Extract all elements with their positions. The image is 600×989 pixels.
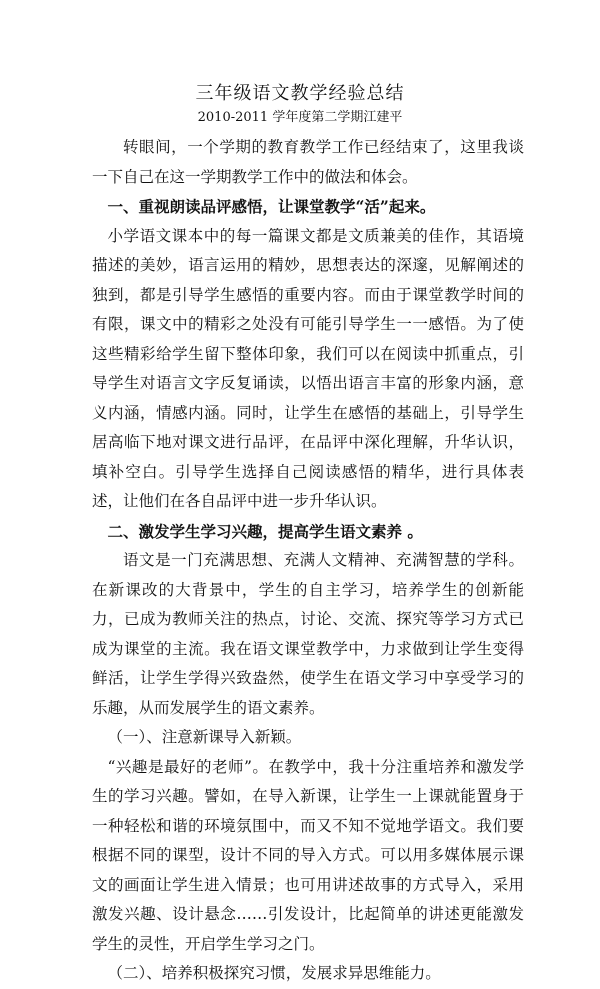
section-heading-2: 二、激发学生学习兴趣，提高学生语文素养 。 — [107, 521, 423, 541]
subsection-1-paragraph: “兴趣是最好的老师”。在教学中，我十分注重培养和激发学生的学习兴趣。譬如，在导入新课，让学生一上课就能置身于一种轻松和谐的环境氛围中，而又不知不觉地学语文。我们要根据不同的课型，设计不同的导入方式。可以用多媒体展示课文的画面让学生进入情景；也可用讲述故事的方式导入，采用激发兴趣、设计悬念……引发设计，比起简单的讲述更能激发学生的灵性，开启学生学习之门。 — [92, 757, 524, 953]
document-title: 三年级语文教学经验总结 — [195, 83, 405, 104]
document-subtitle: 2010-2011 学年度第二学期江建平 — [197, 110, 403, 125]
section-heading-1: 一、重视朗读品评感悟，让课堂教学“活”起来。 — [107, 197, 436, 216]
section-1-paragraph: 小学语文课本中的每一篇课文都是文质兼美的佳作，其语境描述的美妙，语言运用的精妙，思想表达的深邃，见解阐述的独到，都是引导学生感悟的重要内容。而由于课堂教学时间的有限，课文中的精彩之处没有可能引导学生一一感悟。为了使这些精彩给学生留下整体印象，我们可以在阅读中抓重点，引导学生对语言文字反复诵读，以悟出语言丰富的形象内涵，意义内涵，情感内涵。同时，让学生在感悟的基础上，引导学生居高临下地对课文进行品评，在品评中深化理解，升华认识，填补空白。引导学生选择自己阅读感悟的精华，进行具体表述，让他们在各自品评中进一步升华认识。 — [92, 226, 524, 510]
document-body — [92, 133, 524, 989]
subsection-heading-2: （二）、培养积极探究习惯，发展求异思维能力。 — [107, 964, 441, 982]
intro-paragraph: 转眼间，一个学期的教育教学工作已经结束了，这里我谈一下自己在这一学期教学工作中的做法和体会。 — [92, 138, 524, 186]
subsection-heading-1: （一）、注意新课导入新颖。 — [107, 728, 302, 746]
section-2-paragraph: 语文是一门充满思想、充满人文精神、充满智慧的学科。在新课改的大背景中，学生的自主学习，培养学生的创新能力，已成为教师关注的热点，讨论、交流、探究等学习方式已成为课堂的主流。我在语文课堂教学中，力求做到让学生变得鲜活，让学生学得兴致盎然，使学生在语文学习中享受学习的乐趣，从而发展学生的语文素养。 — [92, 551, 524, 717]
